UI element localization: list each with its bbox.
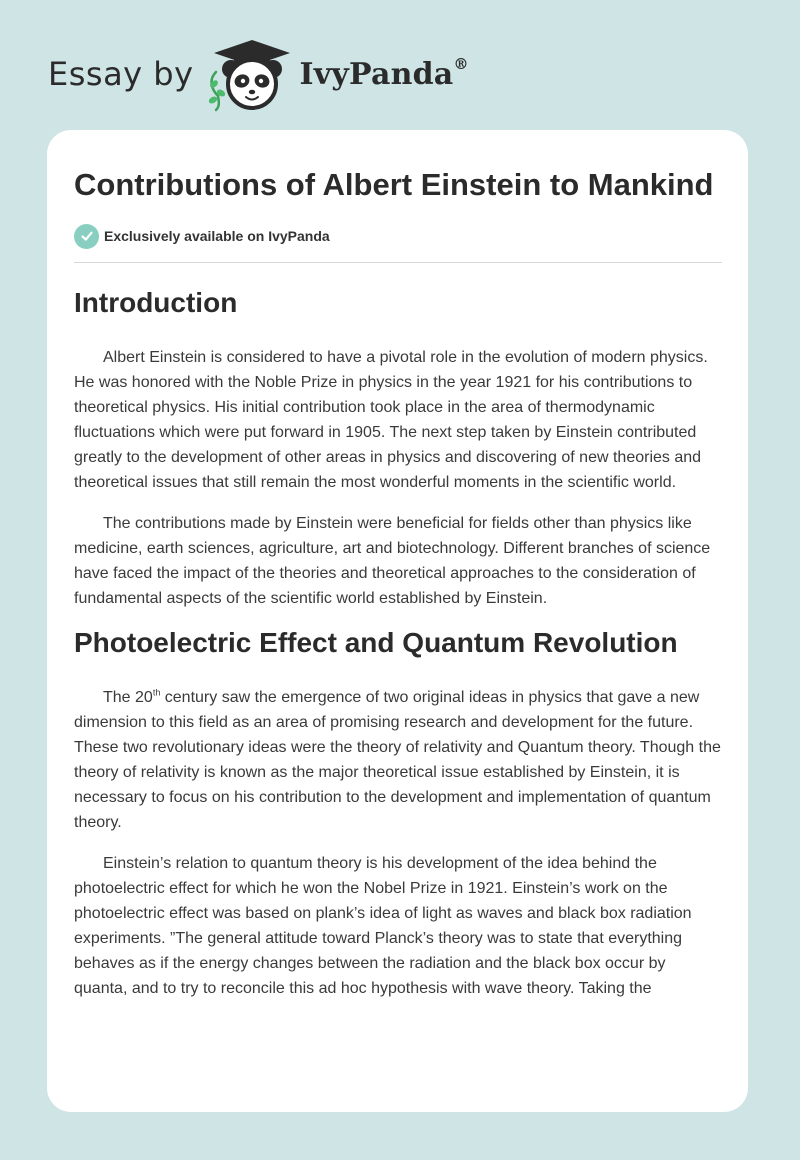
divider bbox=[74, 262, 722, 263]
check-icon bbox=[74, 224, 99, 249]
panda-logo-icon bbox=[206, 36, 298, 112]
registered-mark: ® bbox=[453, 54, 469, 73]
essay-card bbox=[47, 130, 748, 1112]
brand-name bbox=[299, 54, 469, 92]
brand-prefix: Essay by bbox=[48, 55, 194, 93]
section-heading-introduction: Introduction bbox=[74, 287, 238, 318]
photoelectric-paragraph-2: Einstein’s relation to quantum theory is his development of the idea behind the photoelectric effect for which he won the Nobel Prize in 1921. Einstein’s work on the photoelectric effect was based on plank’s idea of light as waves and black box radiation experiments. ”The general attitude toward Planck’s theory was to state that everything behaves as if the energy changes between the radiation and the black box occur by quanta, and to try to reconcile this ad hoc hypothesis with wave theory. Taking the bbox=[74, 855, 692, 997]
paragraph-text-rest: century saw the emergence of two original ideas in physics that gave a new dimension to this field as an area of promising research and development for the future. These two revolutionary ideas were the theory of relativity and Quantum theory. Though the theory of relativity is known as the major theoretical issue established by Einstein, it is necessary to focus on his contribution to the development and implementation of quantum theory. bbox=[74, 689, 721, 831]
section-heading-photoelectric: Photoelectric Effect and Quantum Revolution bbox=[74, 627, 678, 658]
intro-paragraph-2: The contributions made by Einstein were beneficial for fields other than physics like medicine, earth sciences, agriculture, art and biotechnology. Different branches of science have faced the impact of the theories and theoretical approaches to the consideration of fundamental aspects of the scientific world established by Einstein. bbox=[74, 515, 711, 607]
brand-header bbox=[48, 34, 469, 114]
brand-name-text: IvyPanda bbox=[299, 56, 454, 92]
paragraph-text-start: The 20 bbox=[103, 689, 153, 706]
essay-title: Contributions of Albert Einstein to Mankind bbox=[74, 167, 714, 202]
essay-content bbox=[74, 164, 722, 1001]
photoelectric-paragraph-1 bbox=[74, 685, 722, 835]
intro-paragraph-1: Albert Einstein is considered to have a pivotal role in the evolution of modern physics. He was honored with the Noble Prize in physics in the year 1921 for his contributions to theoretical physics. His initial contribution took place in the area of thermodynamic fluctuations which were put forward in 1905. The next step taken by Einstein contributed greatly to the development of other areas in physics and discovering of new theories and theoretical issues that still remain the most wonderful moments in the scientific world. bbox=[74, 349, 708, 491]
ordinal-superscript: th bbox=[152, 687, 161, 698]
exclusive-text: Exclusively available on IvyPanda bbox=[104, 228, 330, 244]
exclusive-badge bbox=[74, 223, 722, 249]
